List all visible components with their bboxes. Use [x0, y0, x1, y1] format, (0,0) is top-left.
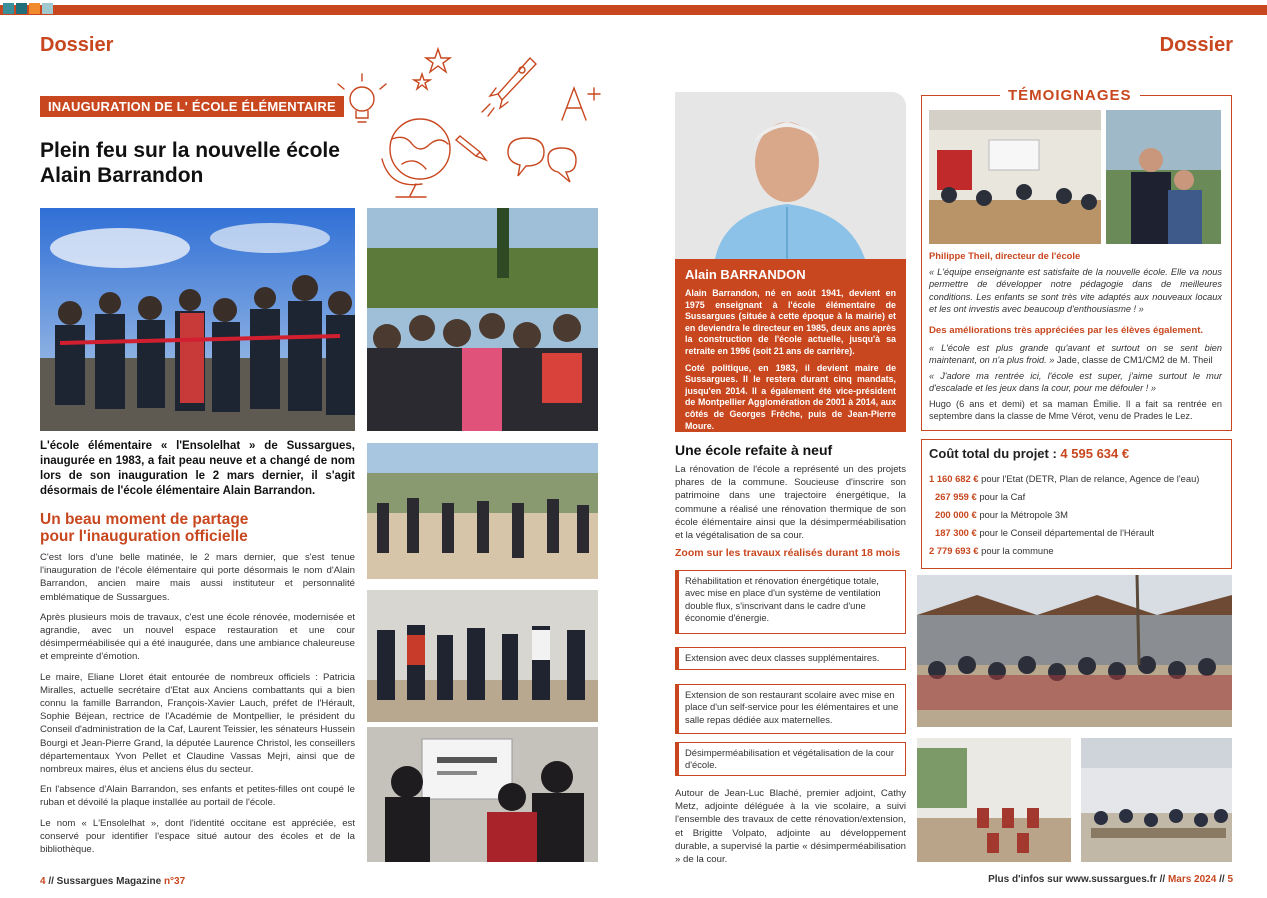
renovation-text: La rénovation de l'école a représenté un des projets phares de la commune. Soucieuse d'inscrire son patrimoine dans une trajectoire énergétique, la commune a réalisé une rénovation thermique de son école élémentaire ainsi que la désimperméabilisation et la végétalisation de sa cour. [675, 464, 906, 542]
cost-desc: pour le Conseil départemental de l'Hérault [976, 527, 1155, 538]
work-item-4: Désimperméabilisation et végétalisation de la cour d'école. [675, 742, 906, 776]
paragraph: Le nom « L'Ensolelhat », dont l'identité occitane est appréciée, est conservé pour identifier l'espace situé autour des écoles et de la bibliothèque. [40, 817, 355, 856]
testimonials-title: TÉMOIGNAGES [1000, 87, 1140, 104]
hugo-caption: Hugo (6 ans et demi) et sa maman Émilie. Il a fait sa rentrée en septembre dans la classe de Mme Vérot, venu de Prades le Lez. [929, 399, 1222, 422]
bio-paragraph-2: Coté politique, en 1983, il devient maire de Sussargues. Il le restera durant cinq mandats, jusqu'en 2014. Il a également été vice-président de Montpellier Agglomération de 2001 à 2014, aux côtés de Georges Frêche, puis de Jean-Pierre Moure. [685, 362, 896, 431]
cost-desc: pour l'Etat (DETR, Plan de relance, Agence de l'eau) [978, 473, 1200, 484]
quote-author: Jade, classe de CM1/CM2 de M. Theil [1054, 355, 1213, 366]
magazine-name: // Sussargues Magazine [48, 876, 162, 887]
cost-desc: pour la commune [978, 545, 1054, 556]
cost-heading [929, 446, 1129, 461]
section-label-right: Dossier [1159, 34, 1233, 56]
top-square-teal [3, 3, 14, 14]
top-square-orange [29, 3, 40, 14]
cost-amount: 2 779 693 € [929, 545, 979, 556]
paragraph: Après plusieurs mois de travaux, c'est une école rénovée, modernisée et agrandie, avec un nouvel espace restauration et une cour désimperméabilisée qui a été inaugurée, dans une ambiance chaleureuse et empreinte d'émotion. [40, 611, 355, 663]
crowd-photo [367, 208, 598, 431]
issue-number: n°37 [163, 876, 186, 887]
playground-crowd-photo [367, 443, 598, 579]
cost-amount: 187 300 € [935, 527, 977, 538]
officials-photo [367, 590, 598, 722]
cost-amount: 1 160 682 € [929, 473, 979, 484]
left-page-number: 4 [40, 876, 46, 887]
school-doodle-illustration [330, 44, 610, 204]
renovation-title: Une école refaite à neuf [675, 442, 833, 458]
quote-text: « L'école est plus grande qu'avant et surtout on se sent bien maintenant, on n'a plus froid. » [929, 343, 1222, 366]
cost-amount: 267 959 € [935, 491, 977, 502]
student-quote-hugo: « J'adore ma rentrée ici, l'école est super, j'aime surtout le mur d'escalade et les jeux dans la cour, pour me défouler ! » [929, 371, 1222, 394]
subheading-line1: Un beau moment de partage [40, 511, 249, 528]
cost-item [935, 491, 1025, 502]
issue-date: Mars 2024 [1167, 874, 1217, 885]
classroom-photo [929, 110, 1101, 244]
director-quote: « L'équipe enseignante est satisfaite de la nouvelle école. Elle va nous permettre de développer notre pédagogie dans de meilleures conditions. Les enfants se sont très vite adaptés aux nouveaux locaux et les ont investis avec beaucoup d'enthousiasme ! » [929, 267, 1222, 315]
paragraph: En l'absence d'Alain Barrandon, ses enfants et petites-filles ont coupé le ruban et dévoilé la plaque installée au portail de l'école. [40, 784, 355, 809]
headline-line2: Alain Barrandon [40, 164, 204, 187]
renovation-closing: Autour de Jean-Luc Blaché, premier adjoint, Cathy Metz, adjointe déléguée à la vie scolaire, a suivi l'ensemble des travaux de cette rénovation/extension, et Brigitte Volpato, adjointe au développement durable, a supervisé la partie « désimperméabilisation » de la cour. [675, 788, 906, 866]
director-name: Philippe Theil, directeur de l'école [929, 250, 1081, 261]
partage-subheading [40, 511, 355, 545]
student-quote-jade [929, 342, 1222, 367]
right-footer [988, 874, 1233, 885]
ribbon-cutting-photo [40, 208, 355, 431]
intro-paragraph: L'école élémentaire « l'Ensolelhat » de Sussargues, inaugurée en 1983, a fait peau neuve et a changé de nom lors de son inauguration le 2 mars dernier, il s'agit désormais de l'école élémentaire Alain Barrandon. [40, 440, 355, 497]
canteen-children-photo [1081, 738, 1232, 862]
cost-item [929, 545, 1054, 556]
page-headline [40, 138, 360, 188]
bio-paragraph-1: Alain Barrandon, né en août 1941, devient en 1975 enseignant à l'école élémentaire de Sussargues (située à cette époque à la mairie) et en deviendra le directeur en 1985, deux ans après la construction de l'école actuelle, jusqu'à sa retraite en 1996 (soit 21 ans de carrière). [685, 288, 896, 356]
bio-name: Alain BARRANDON [685, 267, 806, 282]
top-color-bar [0, 5, 1267, 15]
subheading-line2: pour l'inauguration officielle [40, 528, 248, 545]
cost-amount: 200 000 € [935, 509, 977, 520]
students-heading: Des améliorations très appréciées par les élèves également. [929, 325, 1204, 336]
cost-desc: pour la Caf [976, 491, 1026, 502]
top-square-dark-teal [16, 3, 27, 14]
zoom-heading: Zoom sur les travaux réalisés durant 18 mois [675, 547, 901, 559]
top-square-light [42, 3, 53, 14]
cost-label: Coût total du projet : [929, 446, 1061, 461]
cost-total: 4 595 634 € [1060, 446, 1130, 461]
website-link[interactable]: Plus d'infos sur www.sussargues.fr // [988, 874, 1166, 885]
footer-separator: // [1219, 874, 1225, 885]
canteen-room-photo [917, 738, 1071, 862]
right-page-number: 5 [1227, 874, 1233, 885]
mother-child-photo [1106, 110, 1221, 244]
inauguration-tag: INAUGURATION DE L' ÉCOLE ÉLÉMENTAIRE [40, 96, 344, 117]
cost-item [929, 473, 1199, 484]
work-item-1: Réhabilitation et rénovation énergétique totale, avec mise en place d'un système de ventilation double flux, s'inscrivant dans le cadre d'une économie d'énergie. [675, 570, 906, 634]
family-plaque-photo [367, 727, 598, 862]
section-label-left: Dossier [40, 34, 114, 56]
work-item-3: Extension de son restaurant scolaire avec mise en place d'un self-service pour les élémentaires et une salle repas dédiée aux maternelles. [675, 684, 906, 734]
bio-box [675, 259, 906, 432]
left-footer [40, 876, 185, 887]
cost-item [935, 527, 1154, 538]
left-article-body [40, 551, 355, 863]
paragraph: C'est lors d'une belle matinée, le 2 mars dernier, que s'est tenue l'inauguration de l'école élémentaire qui porte désormais le nom d'Alain Barrandon, ancien maire mais aussi instituteur et personnalité emblématique de Sussargues. [40, 552, 355, 603]
paragraph: Le maire, Eliane Lloret était entourée de nombreux officiels : Patricia Miralles, actuelle secrétaire d'Etat aux Anciens combattants qui a bien connu la famille Barrandon, François-Xavier Lauch, préfet de l'Hérault, Sophie Béjean, rectrice de l'Académie de Montpellier, le président du Conseil d'administration de la Caf, Laurent Teissier, les sénateurs Hussein Bourgi et Jean-Pierre Grand, la députée Laurence Christol, les conseillers départementaux Yvon Pellet et Claudine Vassas Mejri, ainsi que de nombreux maires, élus et anciens élus du secteur. [40, 671, 355, 776]
headline-line1: Plein feu sur la nouvelle école [40, 139, 340, 162]
cost-desc: pour la Métropole 3M [976, 509, 1068, 520]
alain-barrandon-portrait [675, 92, 906, 259]
work-item-2: Extension avec deux classes supplémentaires. [675, 647, 906, 670]
cost-item [935, 509, 1068, 520]
school-group-photo [917, 575, 1232, 727]
